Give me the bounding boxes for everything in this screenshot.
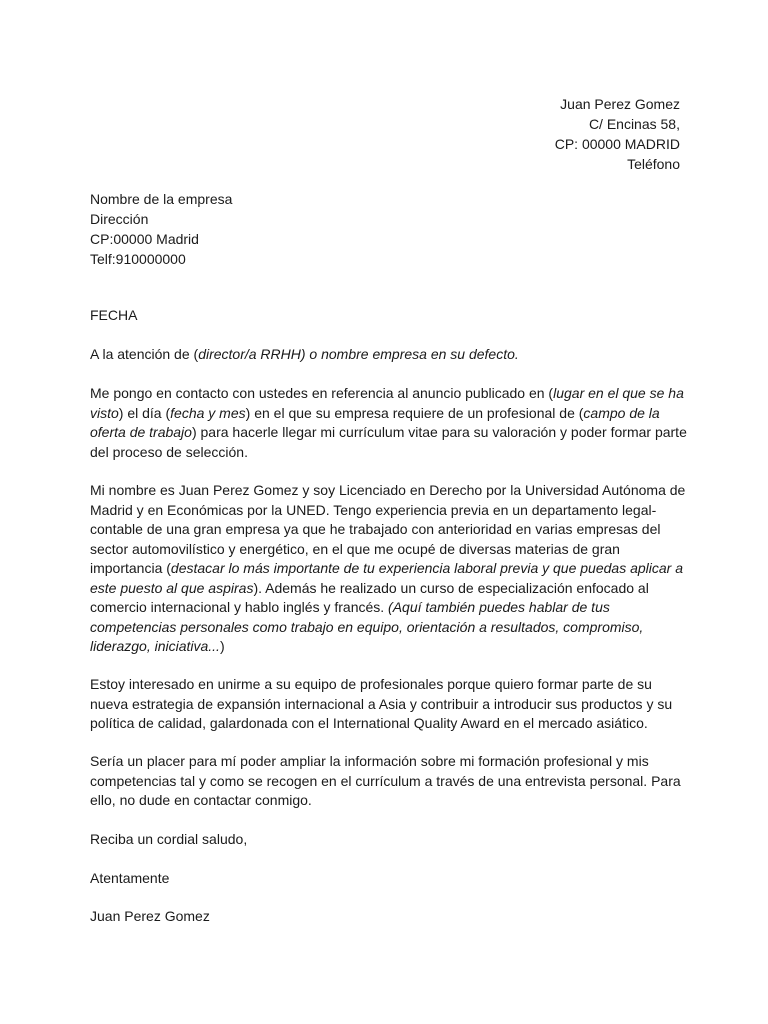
p2-text-1: Mi nombre es Juan Perez Gomez y soy Licenciado en Derecho por la Universidad Autónoma de <box>90 482 686 498</box>
paragraph-line <box>90 384 700 404</box>
sender-postcode-city: CP: 00000 MADRID <box>554 136 680 152</box>
paragraph-experience <box>90 481 700 657</box>
paragraph-line <box>90 481 700 501</box>
sender-street: C/ Encinas 58, <box>588 116 680 132</box>
p4-text-2: competencias tal y como se recogen en el currículum a través de una entrevista personal. Para <box>90 772 681 789</box>
p3-text-3: política de calidad, galardonada con el International Quality Award en el mercado asiático. <box>90 715 648 731</box>
p2-text-6a: este puesto al que aspiras <box>90 579 254 596</box>
paragraph-line <box>90 404 700 424</box>
p2-text-3: contable de una gran empresa ya que he trabajado con anterioridad en varias empresas del <box>90 521 661 537</box>
p1-text-4: del proceso de selección. <box>90 443 248 460</box>
date-text: FECHA <box>90 307 138 323</box>
paragraph-line <box>90 695 700 715</box>
p1-text-3b: ) para hacerle llegar mi currículum vitae para su valoración y poder formar parte <box>191 424 687 440</box>
attention-prefix: A la atención de ( <box>90 346 199 362</box>
attention-italic: director/a RRHH) o nombre empresa en su defecto. <box>198 346 519 362</box>
paragraph-line <box>90 501 700 521</box>
p1-text-2a: visto <box>90 404 119 421</box>
recipient-company: Nombre de la empresa <box>90 191 233 207</box>
p1-text-2d: ) en el que su empresa requiere de un profesional de ( <box>245 404 584 421</box>
p2-text-9b: ) <box>219 638 225 654</box>
paragraph-line <box>90 772 700 792</box>
p2-text-5a: importancia ( <box>90 560 171 576</box>
signature-line <box>90 907 700 927</box>
p2-text-7a: comercio internacional y hablo inglés y francés. <box>90 599 389 615</box>
p4-text-1: Sería un placer para mí poder ampliar la información sobre mi formación profesional y mis <box>90 753 649 769</box>
greeting-text: Reciba un cordial saludo, <box>90 831 248 847</box>
recipient-address-block <box>90 189 232 269</box>
paragraph-line <box>90 714 700 734</box>
greeting-line <box>90 830 700 850</box>
recipient-phone: Telf:910000000 <box>90 251 186 267</box>
paragraph-line <box>90 443 700 463</box>
paragraph-line <box>90 559 700 579</box>
p3-text-1: Estoy interesado en unirme a su equipo de profesionales porque quiero formar parte de su <box>90 676 652 692</box>
recipient-postcode-city: CP:00000 Madrid <box>90 231 199 247</box>
sender-address-block <box>555 94 680 174</box>
p2-text-8: competencias personales como trabajo en equipo, orientación a resultados, compromiso, <box>90 618 644 635</box>
p2-text-9a: liderazgo, iniciativa... <box>90 638 220 654</box>
p4-text-3: ello, no dude en contactar conmigo. <box>90 792 312 808</box>
paragraph-line <box>90 540 700 560</box>
date-line <box>90 306 700 326</box>
p1-text-3a: oferta de trabajo <box>90 424 192 440</box>
recipient-address: Dirección <box>90 211 149 227</box>
paragraph-line <box>90 752 700 772</box>
p1-text-2b: ) el día ( <box>118 404 171 421</box>
paragraph-line <box>90 675 700 695</box>
attention-line <box>90 345 700 365</box>
p1-text-1b: lugar en el que se ha <box>553 385 684 401</box>
paragraph-motivation <box>90 675 700 734</box>
closing-line <box>90 869 700 889</box>
p2-text-6b: ). Además he realizado un curso de especialización enfocado al <box>253 579 649 596</box>
sender-name: Juan Perez Gomez <box>560 96 680 112</box>
p3-text-2: nueva estrategia de expansión internacional a Asia y contribuir a introducir sus productos y su <box>90 695 673 712</box>
p1-text-2e: campo de la <box>583 404 660 421</box>
paragraph-line <box>90 637 700 657</box>
p2-text-4: sector automovilístico y energético, en el que me ocupé de diversas materias de gran <box>90 540 620 557</box>
p2-text-7b: (Aquí también puedes hablar de tus <box>388 599 610 615</box>
p1-text-2c: fecha y mes <box>170 404 246 421</box>
paragraph-line <box>90 791 700 811</box>
paragraph-line <box>90 579 700 599</box>
paragraph-line <box>90 598 700 618</box>
paragraph-line <box>90 618 700 638</box>
p2-text-2: Madrid y en Económicas por la UNED. Tengo experiencia previa en un departamento legal- <box>90 501 657 518</box>
paragraph-intro <box>90 384 700 462</box>
paragraph-interview <box>90 752 700 811</box>
signature-name: Juan Perez Gomez <box>90 908 210 924</box>
paragraph-line <box>90 423 700 443</box>
closing-text: Atentamente <box>90 870 170 886</box>
p2-text-5b: destacar lo más importante de tu experiencia laboral previa y que puedas aplicar a <box>170 560 683 576</box>
paragraph-line <box>90 520 700 540</box>
p1-text-1a: Me pongo en contacto con ustedes en referencia al anuncio publicado en ( <box>90 385 554 401</box>
sender-phone: Teléfono <box>627 156 680 172</box>
